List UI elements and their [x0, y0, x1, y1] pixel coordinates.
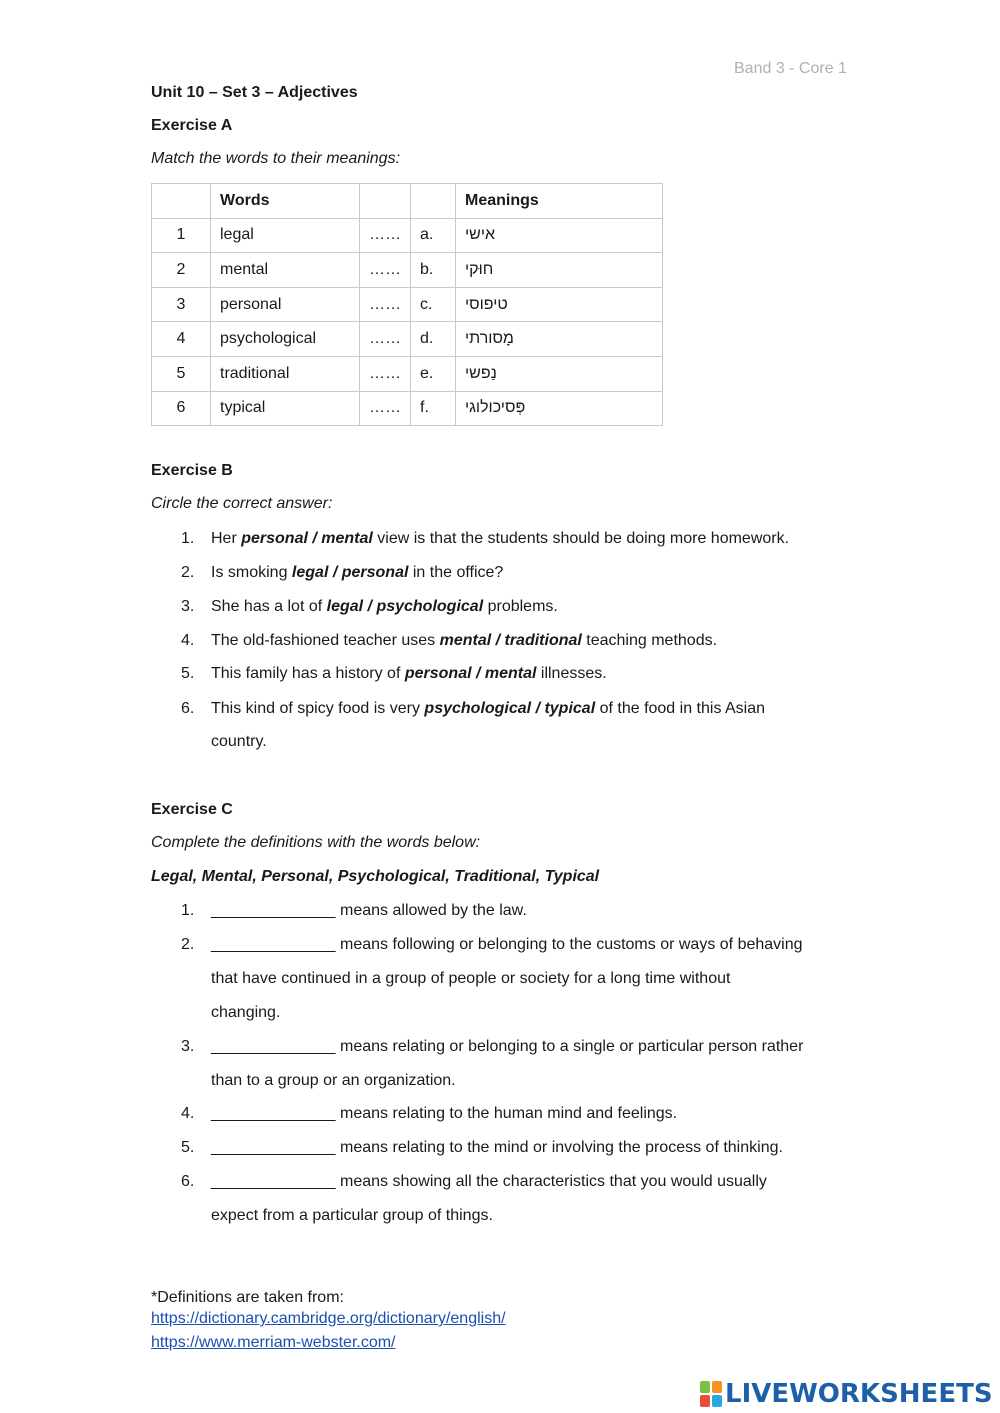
- row-letter: d.: [411, 322, 456, 357]
- item-text: This kind of spicy food is very: [211, 700, 425, 717]
- table-row: [152, 253, 663, 288]
- answer-blank[interactable]: ……: [360, 253, 411, 288]
- answer-choice[interactable]: psychological / typical: [424, 700, 596, 717]
- answer-blank[interactable]: ……: [360, 391, 411, 426]
- answer-choice[interactable]: personal / mental: [404, 665, 537, 682]
- matching-table: [151, 183, 663, 426]
- header-num-cell: [152, 184, 211, 219]
- row-word: traditional: [211, 356, 360, 391]
- item-number: 5.: [181, 1139, 195, 1156]
- logo-square-red: [700, 1395, 710, 1407]
- exercise-c-heading: Exercise C: [151, 801, 233, 818]
- answer-blank[interactable]: ……: [360, 322, 411, 357]
- row-letter: f.: [411, 391, 456, 426]
- answer-blank[interactable]: ……: [360, 218, 411, 253]
- row-number: 2: [152, 253, 211, 288]
- table-row: [152, 356, 663, 391]
- exercise-c-instruction: Complete the definitions with the words below:: [151, 834, 481, 851]
- definition-continuation: than to a group or an organization.: [211, 1072, 456, 1089]
- brand-name: LIVEWORKSHEETS: [725, 1379, 993, 1409]
- definition-text[interactable]: ______________ means relating to the mind or involving the process of thinking.: [211, 1139, 783, 1156]
- liveworksheets-logo: [700, 1377, 993, 1411]
- page-title: Unit 10 – Set 3 – Adjectives: [151, 84, 358, 101]
- item-text: This family has a history of: [211, 665, 405, 682]
- row-word: mental: [211, 253, 360, 288]
- item-text: in the office?: [408, 564, 504, 581]
- item-number: 2.: [181, 936, 195, 953]
- row-meaning: טיפוסי: [465, 295, 508, 313]
- table-header-row: [152, 184, 663, 219]
- row-meaning: חוּקי: [465, 260, 494, 278]
- item-number: 3.: [181, 598, 195, 615]
- definition-continuation: changing.: [211, 1004, 281, 1021]
- definition-text[interactable]: ______________ means relating to the human mind and feelings.: [211, 1105, 678, 1122]
- table-row: [152, 391, 663, 426]
- answer-blank[interactable]: ……: [360, 287, 411, 322]
- word-bank: Legal, Mental, Personal, Psychological, Traditional, Typical: [151, 868, 600, 885]
- item-text: problems.: [483, 598, 558, 615]
- row-number: 1: [152, 218, 211, 253]
- row-word: legal: [211, 218, 360, 253]
- logo-square-blue: [712, 1395, 722, 1407]
- row-word: typical: [211, 391, 360, 426]
- row-number: 3: [152, 287, 211, 322]
- logo-square-orange: [712, 1381, 722, 1393]
- item-text: Her: [211, 530, 242, 547]
- table-row: [152, 218, 663, 253]
- item-number: 6.: [181, 700, 195, 717]
- definition-text[interactable]: ______________ means following or belonging to the customs or ways of behaving: [211, 936, 803, 953]
- item-number: 2.: [181, 564, 195, 581]
- item-number: 4.: [181, 632, 195, 649]
- item-text: The old-fashioned teacher uses: [211, 632, 440, 649]
- exercise-b-heading: Exercise B: [151, 462, 233, 479]
- band-label: Band 3 - Core 1: [734, 60, 847, 77]
- row-word: personal: [211, 287, 360, 322]
- item-number: 1.: [181, 902, 195, 919]
- footnote: *Definitions are taken from:: [151, 1289, 344, 1306]
- item-continuation: country.: [211, 733, 267, 750]
- header-words: Words: [211, 184, 360, 219]
- definition-continuation: expect from a particular group of things.: [211, 1207, 493, 1224]
- answer-choice[interactable]: mental / traditional: [439, 632, 582, 649]
- row-number: 4: [152, 322, 211, 357]
- table-row: [152, 287, 663, 322]
- row-meaning: מָסורתי: [465, 330, 514, 348]
- item-number: 5.: [181, 665, 195, 682]
- row-word: psychological: [211, 322, 360, 357]
- item-text: illnesses.: [536, 665, 607, 682]
- answer-choice[interactable]: legal / personal: [291, 564, 409, 581]
- item-text: view is that the students should be doing more homework.: [372, 530, 790, 547]
- table-row: [152, 322, 663, 357]
- row-letter: c.: [411, 287, 456, 322]
- item-text: of the food in this Asian: [595, 700, 766, 717]
- item-number: 6.: [181, 1173, 195, 1190]
- definition-text[interactable]: ______________ means showing all the characteristics that you would usually: [211, 1173, 767, 1190]
- header-meanings: Meanings: [456, 184, 663, 219]
- definition-text[interactable]: ______________ means allowed by the law.: [211, 902, 527, 919]
- merriam-webster-link[interactable]: https://www.merriam-webster.com/: [151, 1334, 396, 1351]
- item-number: 3.: [181, 1038, 195, 1055]
- header-letter-cell: [411, 184, 456, 219]
- cambridge-link[interactable]: https://dictionary.cambridge.org/dictionary/english/: [151, 1310, 506, 1327]
- definition-continuation: that have continued in a group of people or society for a long time without: [211, 970, 731, 987]
- answer-choice[interactable]: personal / mental: [241, 530, 373, 547]
- row-meaning: פְּסיכולוגי: [465, 399, 526, 417]
- exercise-a-heading: Exercise A: [151, 117, 233, 134]
- row-letter: a.: [411, 218, 456, 253]
- item-number: 4.: [181, 1105, 195, 1122]
- row-meaning: נַפשי: [465, 364, 497, 382]
- exercise-b-instruction: Circle the correct answer:: [151, 495, 333, 512]
- definition-text[interactable]: ______________ means relating or belonging to a single or particular person rather: [211, 1038, 804, 1055]
- exercise-a-instruction: Match the words to their meanings:: [151, 150, 401, 167]
- row-meaning: אישי: [465, 226, 496, 244]
- row-letter: b.: [411, 253, 456, 288]
- row-number: 6: [152, 391, 211, 426]
- header-blank-cell: [360, 184, 411, 219]
- item-text: teaching methods.: [581, 632, 718, 649]
- row-number: 5: [152, 356, 211, 391]
- answer-choice[interactable]: legal / psychological: [326, 598, 484, 615]
- logo-square-green: [700, 1381, 710, 1393]
- item-number: 1.: [181, 530, 195, 547]
- row-letter: e.: [411, 356, 456, 391]
- answer-blank[interactable]: ……: [360, 356, 411, 391]
- item-text: She has a lot of: [211, 598, 327, 615]
- item-text: Is smoking: [211, 564, 292, 581]
- logo-icon: [700, 1381, 722, 1407]
